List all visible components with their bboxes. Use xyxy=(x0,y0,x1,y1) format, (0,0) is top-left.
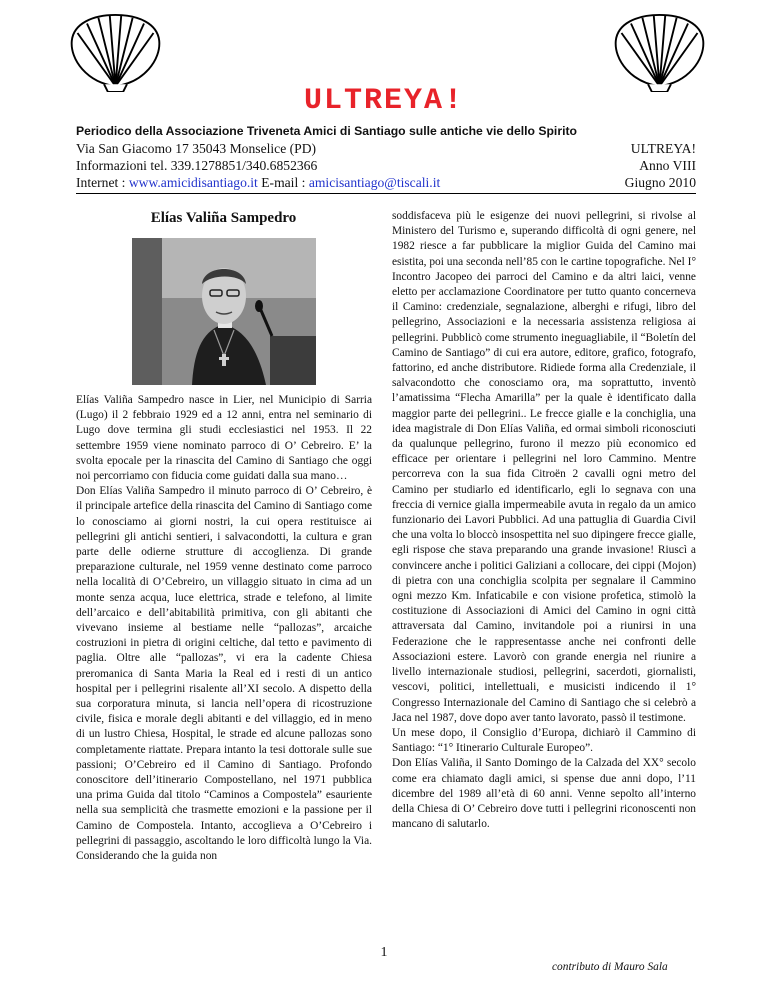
address-line: Via San Giacomo 17 35043 Monselice (PD) xyxy=(76,141,317,156)
article-paragraph: Elías Valiña Sampedro nasce in Lier, nel Municipio di Sarria (Lugo) il 2 febbraio 1929 ed a 12 anni, entra nel seminario di Lugo dove termina gli studi ecclesiastici nel 1953. Il 22 settembre 1959 viene nominato parroco di O’ Cebreiro. E’ la svolta epocale per la rinascita del Camino di Santiago che oggi noi percorriamo con fiducia come guidati dalla sua mano… xyxy=(76,394,372,483)
internet-line xyxy=(76,175,440,191)
scallop-shell-icon xyxy=(68,12,163,92)
email-link[interactable]: amicisantiago@tiscali.it xyxy=(308,175,441,190)
issue-name: ULTREYA! xyxy=(630,141,696,156)
article-paragraph: Don Elías Valiña Sampedro il minuto parroco di O’ Cebreiro, è il principale artefice della rinascita del Camino di Santiago come lo conosciamo ai giorni nostri, la cui opera restituisce ai pellegrini gli antichi sentieri, i salvacondotti, la cultura e gran parte delle odierne strutture di accoglienza. Di grande preparazione culturale, nel 1959 venne destinato come parroco nella località di O’Cebreiro, un villaggio situato in cima ad un monte senza acqua, luce elettrica, strade e telefono, al limite dell’arcaico e dell’abitabilità primitiva, con gli abitanti che vivevano insieme al bestiame nelle “pallozas”, arcaiche costruzioni in pietra di origini celtiche, dal tetto e pavimento di paglia. Oltre alle “pallozas”, vi era la cadente Chiesa preromanica di Santa Maria la Real ed i resti di un antico hospital per i pellegrini risalente all’XI secolo. A dispetto della sua corporatura minuta, si lancia nell’opera di ricostruzione civile, fisica e morale degli abitanti e del villaggio, ed in meno di un lustro Chiesa, Hospital, le strade ed alcune pallozas sono completamente riattate. Prepara intanto la tesi dottorale sulle sue passioni; O’Cebreiro ed il Camino di Santiago. Profondo conoscitore dell’itinerario Compostellano, nel 1971 pubblica una prima Guida dal titolo “Caminos a Compostela” esauriente nella sua semplicità che trasmette emozioni e la passione per il Camino de Compostela. Intanto, accoglieva a O’Cebreiro i pellegrini di passaggio, ascoltando le loro difficoltà lungo la Via. Considerando che la guida non xyxy=(76,485,372,863)
article-paragraph: soddisfaceva più le esigenze dei nuovi pellegrini, si rivolse al Ministero del Turismo e, superando difficoltà di ogni genere, nel 1982 riesce a far pubblicare la miglior Guida del Camino mai esistita, poi una seconda nell’85 con le cartine topografiche. Nel I° Incontro Jacopeo dei parroci del Camino e da altri laici, venne eletto per acclamazione Coordinatore per tutto quanto concerneva il Camino: credenziale, segnalazione, alberghi e rifugi, libro del pellegrino, Associazioni e la necessaria assistenza religiosa ai pellegrini. Pubblicò come strumento ineguagliabile, il “Boletín del Camino de Santiago” di cui era autore, editore, grafico, fotografo, fattorino, ed anche distributore. Ridiede forma alla Credenziale, il salvacondotto che conosciamo ora, ma soprattutto, inventò l’amatissima “Flecha Amarilla” per la quale è identificato dalla maggior parte dei pellegrini.. Le frecce gialle e la conchiglia, una idea magistrale di Don Elías Valiña, ed ormai simboli riconosciuti da qualunque pellegrino, furono il mezzo più economico ed efficace per orientare i pellegrini nel loro Cammino. Mentre percorreva con la sua fida Citroën 2 cavalli ogni metro del Camino per studiarlo ed identificarlo, egli lo segnava con una freccia di vernice gialla impermeabile avuta in regalo da un amico funzionario dei Lavori Pubblici. Ad una pattuglia di Guardia Civil che una volta lo bloccò insospettita nel suo dipingere frecce gialle, egli rispose che stava preparando una grande invasione! Riuscì a convincere anche i politici Galiziani a collocare, dei cippi (Mojon) di pietra con una conchiglia scolpita per segnalare il Cammino ogni mezzo Km. Infaticabile e con visione profetica, stimolò la costituzione di Associazioni di Amici del Camino in ogni città attraversata dal Camino, invitandole poi a riunirsi in una Federazione che le rappresentasse anche nei confronti delle Associazioni estere. Lavorò con grande energia nel riunire a livello internazionale studiosi, pellegrini, sacerdoti, giornalisti, vescovi, politici, intellettuali, e musicisti indicendo il 1° Congresso Internazionale del Camino di Santiago che si celebrò a Jaca nel 1987, dove dopo aver tanto lavorato, passò il testimone. xyxy=(392,210,696,724)
association-subtitle: Periodico della Associazione Triveneta Amici di Santiago sulle antiche vie dello Spirito xyxy=(76,124,577,138)
website-link[interactable]: www.amicidisantiago.it xyxy=(128,175,258,190)
article-title: Elías Valiña Sampedro xyxy=(150,210,297,226)
issue-date: Giugno 2010 xyxy=(624,175,696,190)
email-label: E-mail : xyxy=(257,175,309,190)
article-signature: contributo di Mauro Sala xyxy=(552,961,668,973)
masthead-title: ULTREYA! xyxy=(303,84,465,118)
portrait-photo xyxy=(132,238,316,385)
issue-year: Anno VIII xyxy=(639,158,696,173)
article-left-column xyxy=(76,393,372,864)
info-line: Informazioni tel. 339.1278851/340.6852366 xyxy=(76,158,318,173)
article-right-column xyxy=(392,209,696,832)
header-divider xyxy=(76,193,696,194)
internet-label: Internet : xyxy=(76,175,129,190)
article-paragraph: Don Elías Valiña, il Santo Domingo de la Calzada del XX° secolo come era chiamato dagli amici, si spense due anni dopo, l’11 dicembre del 1989 all’età di 60 anni. Venne sepolto all’interno della Chiesa di O’ Cebreiro dove tutti i pellegrini riconoscenti non mancano di salutarlo. xyxy=(392,757,696,831)
article-paragraph: Un mese dopo, il Consiglio d’Europa, dichiarò il Cammino di Santiago: “1° Itinerario Culturale Europeo”. xyxy=(392,726,696,755)
page-number: 1 xyxy=(380,945,388,960)
scallop-shell-icon xyxy=(612,12,707,92)
